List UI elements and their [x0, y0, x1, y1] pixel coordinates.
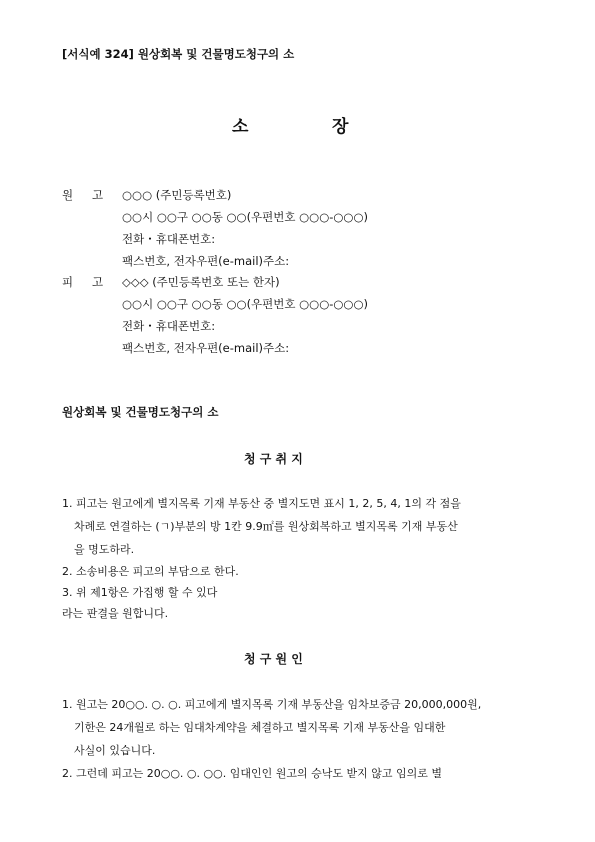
defendant-name: ◇◇◇ (주민등록번호 또는 한자) — [122, 275, 280, 289]
form-title: [서식예 324] 원상회복 및 건물명도청구의 소 — [62, 47, 295, 61]
claim-purpose-line: 을 명도하라. — [74, 543, 135, 556]
plaintiff-fax-email: 팩스번호, 전자우편(e-mail)주소: — [122, 254, 290, 268]
claim-purpose-heading: 청 구 취 지 — [244, 452, 303, 466]
claim-cause-line: 기한은 24개월로 하는 임대차계약을 체결하고 별지목록 기재 부동산을 임대한 — [74, 721, 446, 734]
defendant-address: ○○시 ○○구 ○○동 ○○(우편번호 ○○○-○○○) — [122, 297, 368, 311]
claim-purpose-line: 3. 위 제1항은 가집행 할 수 있다 — [62, 586, 218, 599]
plaintiff-phone: 전화・휴대폰번호: — [122, 232, 216, 246]
claim-cause-heading: 청 구 원 인 — [244, 652, 303, 666]
claim-purpose-line: 차례로 연결하는 (ㄱ)부분의 방 1칸 9.9㎡를 원상회복하고 별지목록 기재 부동산 — [74, 520, 458, 533]
plaintiff-address: ○○시 ○○구 ○○동 ○○(우편번호 ○○○-○○○) — [122, 210, 368, 224]
defendant-phone: 전화・휴대폰번호: — [122, 319, 216, 333]
plaintiff-name: ○○○ (주민등록번호) — [122, 188, 232, 202]
defendant-label-first: 피 — [62, 275, 74, 289]
plaintiff-label-second: 고 — [92, 188, 104, 202]
claim-cause-line: 2. 그런데 피고는 20○○. ○. ○○. 임대인인 원고의 승낙도 받지 않고 임의로 별 — [62, 767, 442, 780]
document-title-left: 소 — [232, 117, 249, 137]
plaintiff-label-first: 원 — [62, 188, 74, 202]
case-title: 원상회복 및 건물명도청구의 소 — [62, 405, 219, 419]
claim-cause-line: 1. 원고는 20○○. ○. ○. 피고에게 별지목록 기재 부동산을 임차보증금 20,000,000원, — [62, 698, 482, 711]
claim-purpose-line: 1. 피고는 원고에게 별지목록 기재 부동산 중 별지도면 표시 1, 2, 5, 4, 1의 각 점을 — [62, 497, 461, 510]
document-title-right: 장 — [332, 117, 349, 137]
claim-purpose-closing: 라는 판결을 원합니다. — [62, 607, 169, 620]
defendant-fax-email: 팩스번호, 전자우편(e-mail)주소: — [122, 341, 290, 355]
defendant-label-second: 고 — [92, 275, 104, 289]
claim-cause-line: 사실이 있습니다. — [74, 744, 156, 757]
claim-purpose-line: 2. 소송비용은 피고의 부담으로 한다. — [62, 565, 239, 578]
